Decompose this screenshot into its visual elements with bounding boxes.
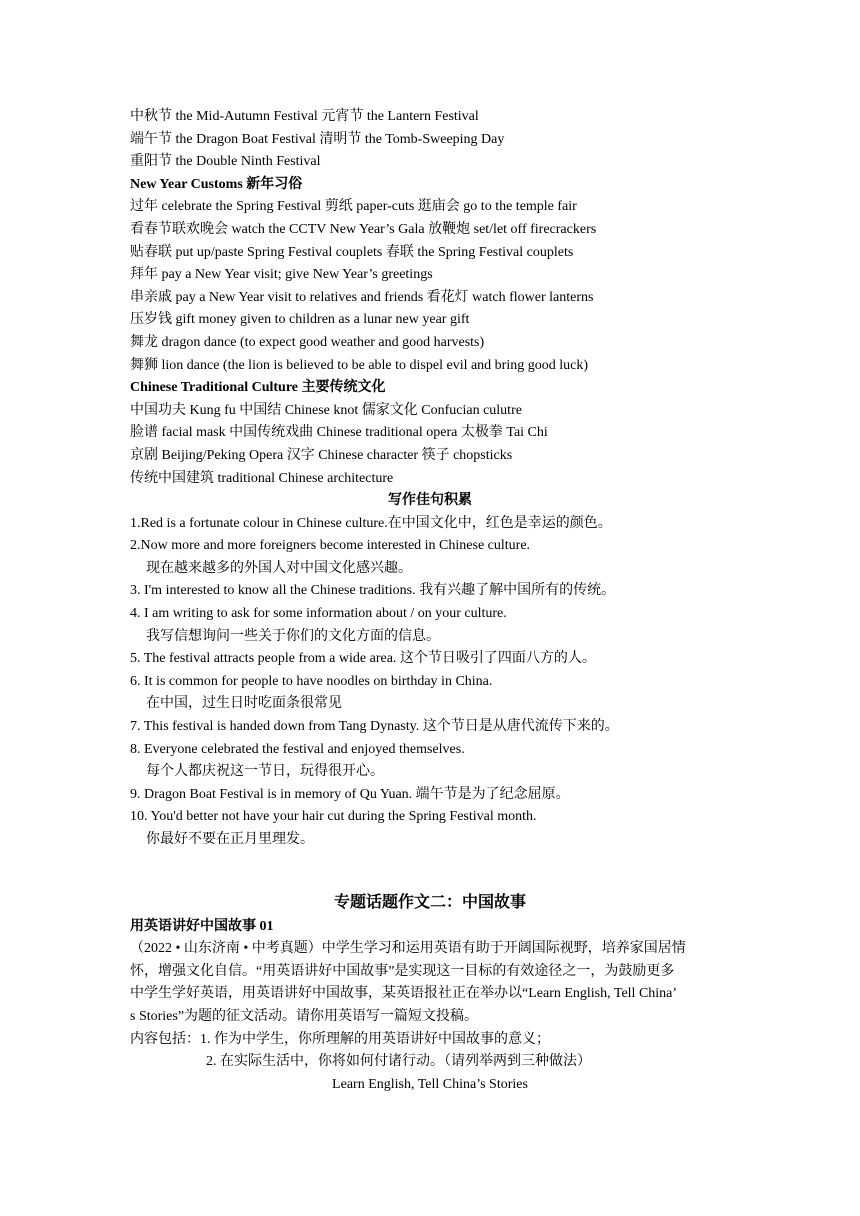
sentence-zh: 每个人都庆祝这一节日，玩得很开心。 [146, 764, 384, 780]
sentence-en: 8. Everyone celebrated the festival and enjoyed themselves. [130, 741, 465, 757]
sentence-zh: 我写信想询问一些关于你们的文化方面的信息。 [146, 628, 440, 644]
sentences-heading: 写作佳句积累 [388, 493, 472, 509]
sentence-en: 1.Red is a fortunate colour in Chinese culture.在中国文化中，红色是幸运的颜色。 [130, 515, 612, 531]
new-year-line: 舞狮 lion dance (the lion is believed to be able to dispel evil and bring good luck) [130, 357, 589, 373]
prompt-line: 中学生学好英语，用英语讲好中国故事，某英语报社正在举办以“Learn English, Tell China’ [130, 986, 678, 1002]
content-item-1: 内容包括：1. 作为中学生，你所理解的用英语讲好中国故事的意义； [130, 1031, 550, 1047]
sentence-en: 4. I am writing to ask for some information about / on your culture. [130, 606, 507, 622]
new-year-line: 拜年 pay a New Year visit; give New Year’s greetings [130, 267, 433, 283]
new-year-line: 压岁钱 gift money given to children as a lunar new year gift [130, 312, 470, 328]
new-year-line: 看春节联欢晚会 watch the CCTV New Year’s Gala 放鞭炮 set/let off firecrackers [130, 221, 597, 237]
sentence-zh: 你最好不要在正月里理发。 [146, 832, 314, 847]
topic-subheading: 用英语讲好中国故事 01 [130, 918, 274, 934]
festival-line: 中秋节 the Mid-Autumn Festival 元宵节 the Lantern Festival [130, 109, 479, 124]
new-year-line: 串亲戚 pay a New Year visit to relatives and friends 看花灯 watch flower lanterns [130, 289, 594, 305]
sentence-en: 7. This festival is handed down from Tang Dynasty. 这个节日是从唐代流传下来的。 [130, 719, 619, 735]
prompt-line: 怀，增强文化自信。“用英语讲好中国故事”是实现这一目标的有效途径之一，为鼓励更多 [130, 963, 675, 979]
sentence-en: 2.Now more and more foreigners become interested in Chinese culture. [130, 538, 531, 554]
sentence-en: 10. You'd better not have your hair cut during the Spring Festival month. [130, 809, 537, 825]
festival-line: 重阳节 the Double Ninth Festival [130, 154, 321, 170]
new-year-line: 贴春联 put up/paste Spring Festival couplets 春联 the Spring Festival couplets [130, 244, 574, 260]
culture-line: 传统中国建筑 traditional Chinese architecture [130, 470, 394, 486]
prompt-line: s Stories”为题的征文活动。请你用英语写一篇短文投稿。 [130, 1008, 479, 1024]
culture-line: 中国功夫 Kung fu 中国结 Chinese knot 儒家文化 Confucian culutre [130, 402, 522, 418]
sentence-zh: 在中国，过生日时吃面条很常见 [146, 696, 342, 712]
content-item-2: 2. 在实际生活中，你将如何付诸行动。（请列举两到三种做法） [206, 1054, 591, 1070]
new-year-line: 舞龙 dragon dance (to expect good weather and good harvests) [130, 334, 485, 350]
culture-line: 京剧 Beijing/Peking Opera 汉字 Chinese character 筷子 chopsticks [130, 447, 513, 463]
sentence-en: 3. I'm interested to know all the Chinese traditions. 我有兴趣了解中国所有的传统。 [130, 583, 616, 599]
festival-line: 端午节 the Dragon Boat Festival 清明节 the Tomb-Sweeping Day [130, 131, 505, 147]
sentence-zh: 现在越来越多的外国人对中国文化感兴趣。 [146, 560, 412, 576]
culture-heading: Chinese Traditional Culture 主要传统文化 [130, 380, 386, 396]
new-year-line: 过年 celebrate the Spring Festival 剪纸 paper-cuts 逛庙会 go to the temple fair [130, 199, 577, 215]
culture-line: 脸谱 facial mask 中国传统戏曲 Chinese traditional opera 太极拳 Tai Chi [130, 425, 548, 441]
topic-title: 专题话题作文二：中国故事 [333, 893, 526, 911]
sentence-en: 6. It is common for people to have noodles on birthday in China. [130, 673, 493, 689]
sentence-en: 9. Dragon Boat Festival is in memory of Qu Yuan. 端午节是为了纪念屈原。 [130, 786, 570, 802]
essay-title: Learn English, Tell China’s Stories [332, 1076, 528, 1092]
prompt-line: （2022 • 山东济南 • 中考真题）中学生学习和运用英语有助于开阔国际视野，培养家国居情 [130, 941, 686, 957]
document-page [130, 106, 730, 1096]
sentence-en: 5. The festival attracts people from a wide area. 这个节日吸引了四面八方的人。 [130, 651, 596, 667]
new-year-heading: New Year Customs 新年习俗 [130, 176, 303, 192]
